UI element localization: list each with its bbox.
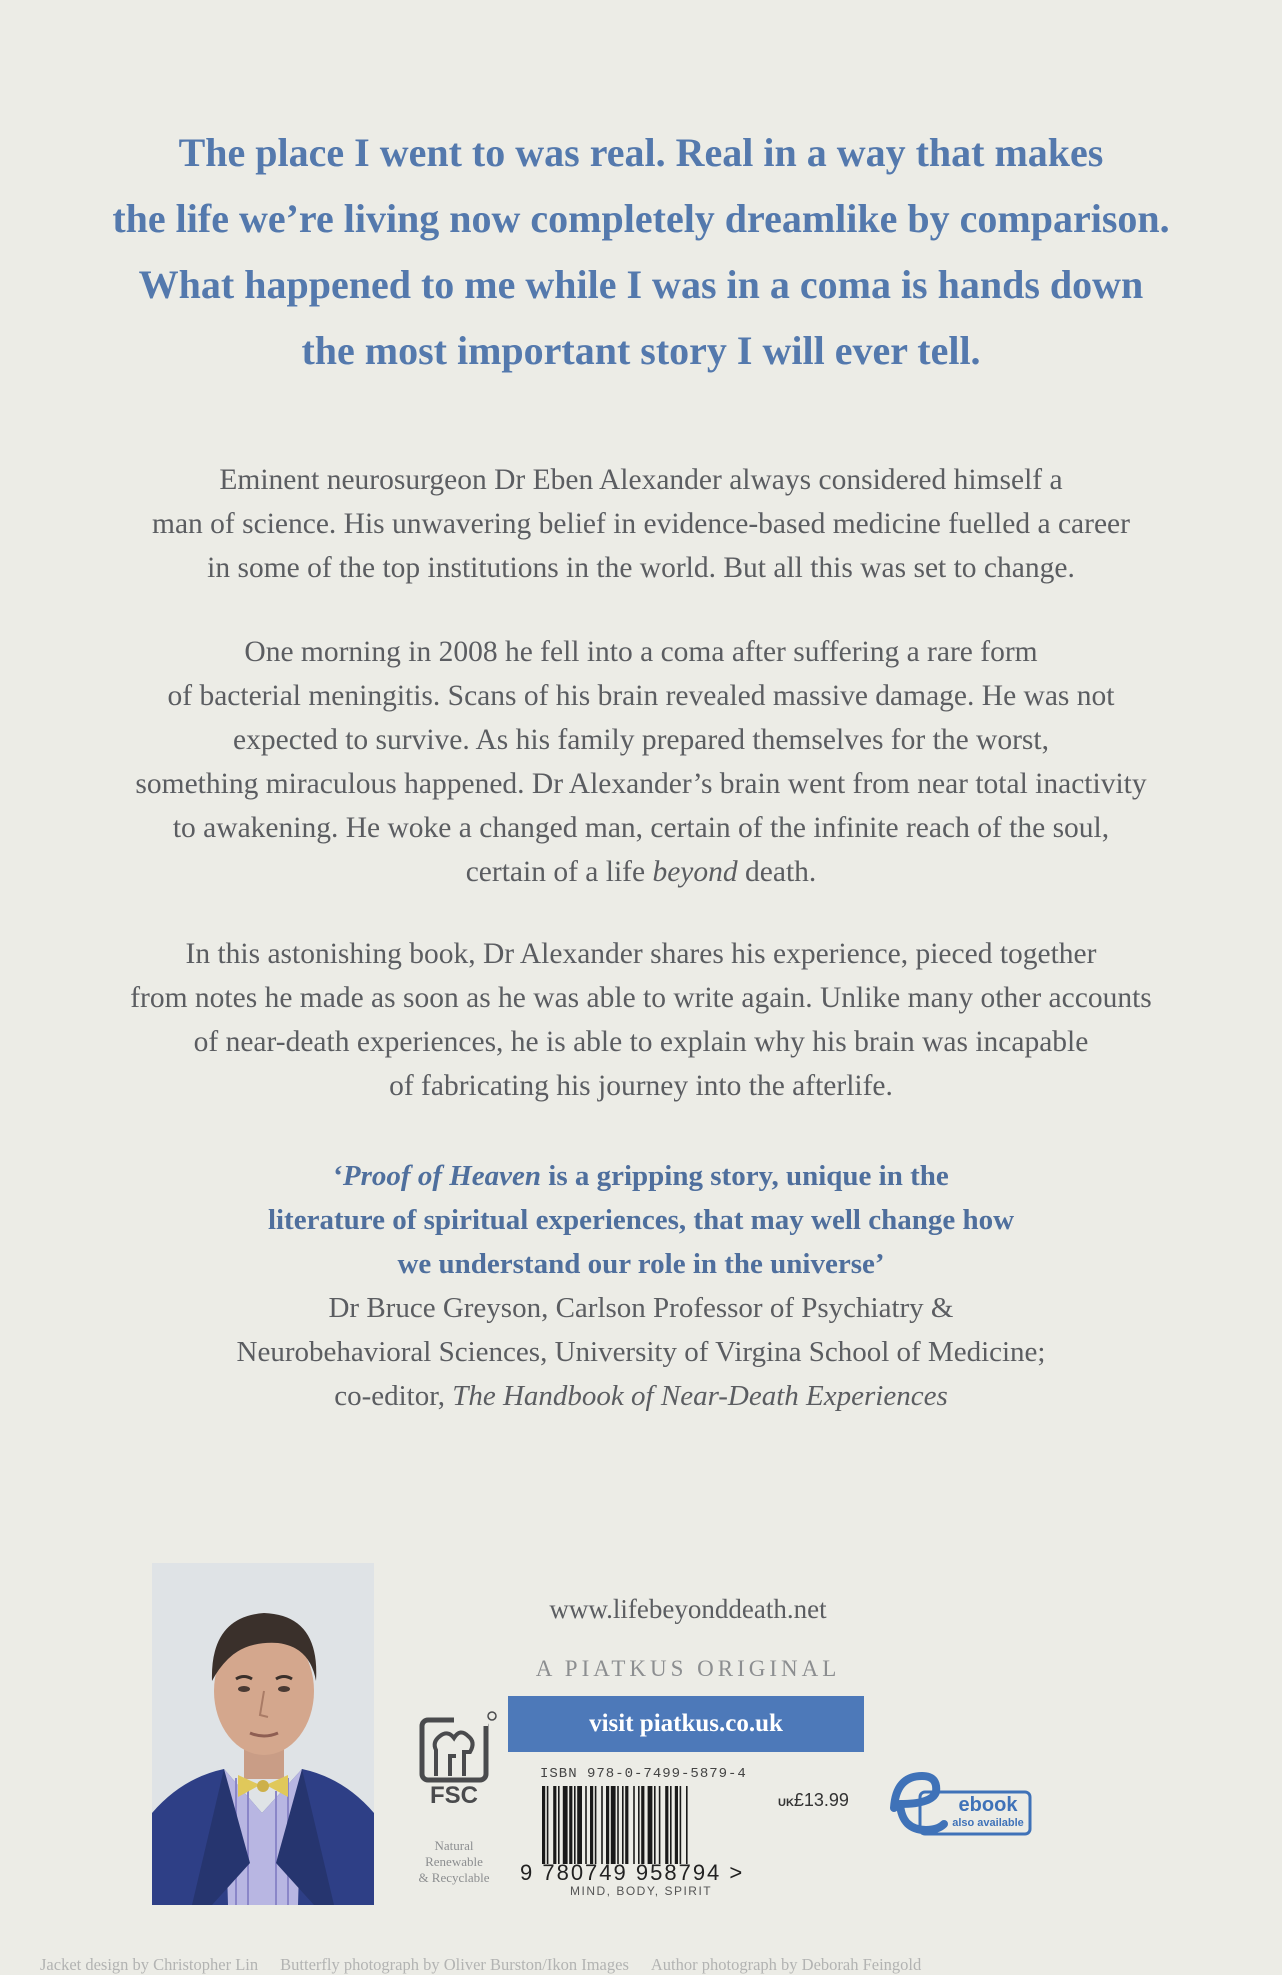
barcode-bar <box>574 1786 576 1864</box>
blurb-line: expected to survive. As his family prepared themselves for the worst, <box>233 724 1049 756</box>
barcode-bar <box>670 1786 672 1864</box>
endorsement-text: is a gripping story, unique in the <box>541 1160 949 1192</box>
author-photo <box>152 1563 374 1905</box>
barcode-bar <box>547 1786 549 1864</box>
barcode-bar <box>638 1786 640 1864</box>
visit-publisher-banner[interactable]: visit piatkus.co.uk <box>508 1696 864 1752</box>
credit-author-photo: Author photograph by Deborah Feingold <box>650 1955 922 1974</box>
barcode-bar <box>606 1786 609 1864</box>
blurb-paragraph-1 <box>0 458 1282 590</box>
fsc-caption-line: Natural <box>434 1838 474 1853</box>
pull-quote-line: What happened to me while I was in a coma is hands down <box>138 262 1144 307</box>
blurb-text: death. <box>737 856 817 888</box>
cover-credits <box>40 1955 1250 1975</box>
endorsement-attribution: Dr Bruce Greyson, Carlson Professor of Psychiatry & <box>328 1292 954 1324</box>
price-currency-prefix: UK <box>778 1797 794 1809</box>
blurb-line: One morning in 2008 he fell into a coma after suffering a rare form <box>244 636 1038 668</box>
ebook-sublabel: also available <box>952 1817 1024 1829</box>
barcode-bar <box>622 1786 624 1864</box>
isbn-text: ISBN 978-0-7499-5879-4 <box>540 1766 747 1782</box>
barcode-bar <box>590 1786 593 1864</box>
endorsement-quote-line <box>0 1154 1282 1198</box>
barcode-bar <box>617 1786 619 1864</box>
fsc-label: FSC <box>430 1782 478 1809</box>
publisher-imprint: A PIATKUS ORIGINAL <box>535 1656 841 1681</box>
endorsement-attribution <box>0 1374 1282 1418</box>
barcode-bar <box>563 1786 568 1864</box>
barcode-bar <box>625 1786 628 1864</box>
author-portrait-image <box>152 1563 374 1905</box>
credit-jacket-design: Jacket design by Christopher Lin <box>40 1955 259 1974</box>
attribution-text: co-editor, <box>334 1380 453 1412</box>
blurb-line: in some of the top institutions in the world. But all this was set to change. <box>207 552 1075 584</box>
barcode-bar <box>611 1786 616 1864</box>
blurb-line: of near-death experiences, he is able to explain why his brain was incapable <box>193 1026 1089 1058</box>
category-label: MIND, BODY, SPIRIT <box>570 1884 713 1898</box>
price-value: £13.99 <box>793 1790 849 1810</box>
barcode-bar <box>577 1786 582 1864</box>
barcode-number: 9 780749 958794 > <box>520 1860 745 1885</box>
barcode-bar <box>601 1786 603 1864</box>
blurb-line: Eminent neurosurgeon Dr Eben Alexander always considered himself a <box>219 464 1063 496</box>
open-quote: ‘ <box>333 1160 343 1192</box>
endorsement-quote-line: literature of spiritual experiences, that may well change how <box>267 1204 1015 1236</box>
barcode-bar <box>558 1786 560 1864</box>
website-link[interactable]: www.lifebeyonddeath.net <box>549 1594 827 1624</box>
endorsement-attribution: Neurobehavioral Sciences, University of Virgina School of Medicine; <box>236 1336 1046 1368</box>
fsc-caption <box>404 1838 504 1886</box>
fsc-caption-line: Renewable <box>425 1854 483 1869</box>
barcode-bar <box>659 1786 661 1864</box>
pull-quote-line: the life we’re living now completely dreamlike by comparison. <box>112 196 1170 241</box>
barcode-bar <box>654 1786 656 1864</box>
blurb-line: something miraculous happened. Dr Alexander’s brain went from near total inactivity <box>135 768 1147 800</box>
barcode-bar <box>595 1786 597 1864</box>
fsc-logo <box>404 1706 504 1896</box>
pull-quote-line: the most important story I will ever tell. <box>301 328 981 373</box>
barcode-bar <box>641 1786 644 1864</box>
blurb-line: of bacterial meningitis. Scans of his brain revealed massive damage. He was not <box>167 680 1115 712</box>
pull-quote-line: The place I went to was real. Real in a way that makes <box>178 130 1104 175</box>
pull-quote <box>0 120 1282 384</box>
barcode-bar <box>585 1786 587 1864</box>
blurb-paragraph-2 <box>0 630 1282 894</box>
fsc-tree-icon <box>404 1706 504 1786</box>
blurb-line: man of science. His unwavering belief in evidence-based medicine fuelled a career <box>152 508 1130 540</box>
barcode-bar <box>633 1786 635 1864</box>
handbook-title: The Handbook of Near-Death Experiences <box>452 1380 948 1412</box>
fsc-caption-line: & Recyclable <box>418 1870 490 1885</box>
blurb-text: certain of a life <box>465 856 653 888</box>
endorsement-quote-line: we understand our role in the universe’ <box>397 1248 885 1280</box>
barcode <box>540 1786 762 1864</box>
blurb-line <box>0 850 1282 894</box>
blurb-line: from notes he made as soon as he was able to write again. Unlike many other accounts <box>130 982 1152 1014</box>
ebook-badge <box>886 1770 1036 1838</box>
blurb-paragraph-3 <box>0 932 1282 1108</box>
blurb-line: In this astonishing book, Dr Alexander shares his experience, pieced together <box>185 938 1097 970</box>
barcode-bar <box>648 1786 653 1864</box>
barcode-bar <box>686 1786 688 1864</box>
blurb-italic-word: beyond <box>652 856 738 888</box>
barcode-bar <box>675 1786 678 1864</box>
barcode-bar <box>665 1786 668 1864</box>
ebook-label: ebook <box>958 1794 1018 1816</box>
price-label <box>778 1790 849 1811</box>
barcode-bar <box>680 1786 682 1864</box>
book-title: Proof of Heaven <box>342 1160 542 1192</box>
barcode-bar <box>569 1786 572 1864</box>
barcode-bar <box>553 1786 556 1864</box>
endorsement <box>0 1154 1282 1418</box>
credit-butterfly-photo: Butterfly photograph by Oliver Burston/Ikon Images <box>280 1955 629 1974</box>
blurb-line: to awakening. He woke a changed man, certain of the infinite reach of the soul, <box>172 812 1110 844</box>
blurb-line: of fabricating his journey into the afterlife. <box>389 1070 893 1102</box>
barcode-bar <box>542 1786 545 1864</box>
